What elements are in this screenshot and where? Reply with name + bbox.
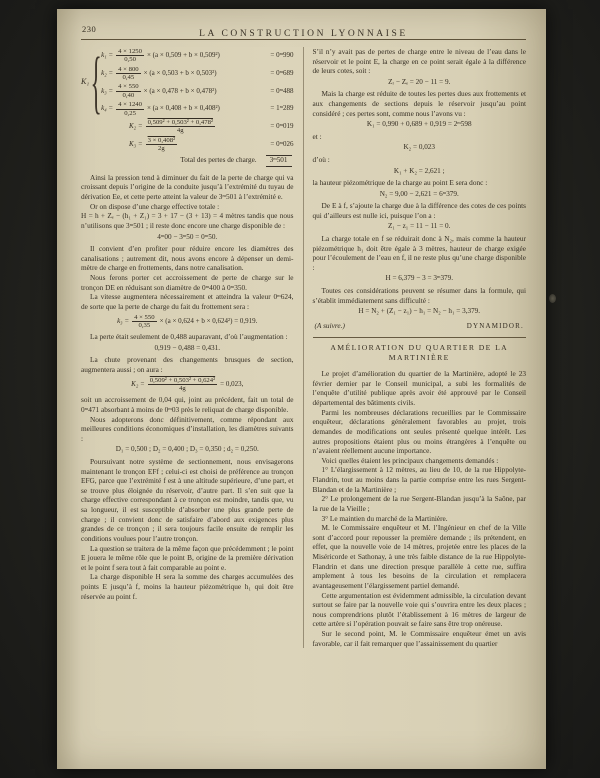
formula-diameters: D₁ = 0,500 ; D₂ = 0,400 ; D₃ = 0,350 ; d₂ = 0,250. xyxy=(115,445,259,454)
paragraph: Toutes ces considérations peuvent se résumer dans la formule, qui s’établit immédiatement sans difficulté : xyxy=(312,285,526,305)
paragraph: La charge totale en f se réduirait donc à N₂, mais comme la hauteur piézométrique h₁ doit être égale à 3 mètres, hauteur de charge exigée pour l’écoulement de l’eau en f, il ne reste plus qu’une charge disponible : xyxy=(312,233,526,272)
signature-row xyxy=(315,321,525,331)
paragraph: Nous ferons porter cet accroissement de perte de charge sur le tronçon DE en réduisant son diamètre de 0ᵐ400 à 0ᵐ350. xyxy=(81,272,294,292)
paragraph: M. le Commissaire enquêteur et M. l’Ingénieur en chef de la Ville sont d’accord pour repousser la première demande ; ils prétendent, en effet, que la nouvelle voie de 14 mètres, projetée entre les places de la Miséricorde et Sathonay, à une très faible distance de la rue Hippolyte-Flandrin et dans une direction presque parallèle à cette rue, suffira amplement à tous les besoins de la circulation et remplacera avantageusement l’élargissement partiel demandé. xyxy=(312,523,526,590)
formula-centered: Zᵣ − Zₑ = 20 − 11 = 9. xyxy=(388,77,451,86)
formula-k3-new xyxy=(81,314,294,330)
paragraph: La question se traitera de la même façon que précédemment ; le point E jouera le même rôle que le point B, origine de la première dérivation et le point f sera tout à fait comparable au point e. xyxy=(81,543,294,572)
equation-row-K2 xyxy=(129,119,294,135)
left-column xyxy=(81,43,304,648)
fraction: $\frac{4 \times 1250}{0,50}$ xyxy=(118,48,142,64)
eq-lhs: k₃ = xyxy=(101,86,114,95)
eq-result: = 0ᵐ019 xyxy=(270,122,294,131)
fraction: $\frac{4 \times 550}{0,35}$ xyxy=(134,313,155,330)
paragraph: Or on dispose d’une charge effective totale : xyxy=(90,201,220,211)
paragraph: Le projet d’amélioration du quartier de la Martinière, adopté le 23 février dernier par le Conseil municipal, a subi les formalités de l’enquête d’utilité publique après avoir été approuvé par le Conseil départemental des bâtiments civils. xyxy=(312,369,526,408)
eq-body: × (a × 0,503 + b × 0,503²) xyxy=(143,68,217,77)
equation-row-k4 xyxy=(101,101,293,117)
eq-lhs: k₄ = xyxy=(101,104,114,113)
formula-K2-new xyxy=(81,377,294,393)
eq-lhs: K₂ = xyxy=(129,122,143,131)
paragraph: Il convient d’en profiter pour réduire encore les diamètres des canalisations ; autrement dit, nous avons encore à dépenser un demi-mètre de charge en frottements, dans notre canalisation. xyxy=(81,244,294,273)
formula-centered: K₁ = 0,990 + 0,689 + 0,919 = 2ᵐ598 xyxy=(366,120,472,129)
equation-row-K3 xyxy=(129,137,294,153)
journal-page xyxy=(57,9,546,769)
fraction: $\frac{\text{0,509² + 0,503² + 0,624²}}{4g}$ xyxy=(149,377,216,393)
article-separator-rule xyxy=(313,337,527,338)
paragraph: soit un accroissement de 0,04 qui, joint au précédent, fait un total de 0ᵐ471 absorbant à moins de 0ᵐ03 près le reliquat de charge disponible. xyxy=(81,395,294,414)
eq-lhs: k₃ = xyxy=(117,317,130,326)
fraction: $\frac{4 \times 1240}{0,25}$ xyxy=(118,101,142,117)
fraction: $\frac{\text{0,509² + 0,503² + 0,478²}}{4g}$ xyxy=(147,118,213,135)
paragraph-with-formula: H = h + Zₑ − (h₁ + Z₁) = 3 + 17 − (3 + 13) = 4 mètres tandis que nous n’utilisons que 3ᵐ501 ; il reste donc encore une charge disponible de : xyxy=(81,211,294,230)
paragraph: Poursuivant notre système de sectionnement, nous envisagerons maintenant le tronçon EFf ; celui-ci est choisi de préférence au tronçon EFG, parce que l’extrémité f est à une altitude supérieure, d’une part, et se trouve plus éloignée du réservoir, d’autre part. Il s’en suit que la charge effective correspondant à ce tronçon est moindre, tandis que, vu sa longueur, il est susceptible d’absorber une plus grande perte de charge ; il convient donc de satisfaire d’abord aux exigences plus grandes de ce tronçon ; il sera toujours facile ensuite de remplir les conditions voulues pour l’autre tronçon. xyxy=(81,456,294,543)
equation-row-k1 xyxy=(101,48,293,64)
author-signature: DYNAMIDOR. xyxy=(466,321,524,330)
eq-result: = 0,023, xyxy=(220,380,244,389)
eq-result: = 0ᵐ026 xyxy=(270,139,294,148)
fraction: $\frac{\text{3 × 0,408²}}{2g}$ xyxy=(147,136,176,152)
list-item: 3° Le maintien du marché de la Martinière. xyxy=(321,513,448,523)
eq-lhs: k₁ = xyxy=(101,51,114,60)
scan-artifact xyxy=(549,294,556,303)
right-column xyxy=(304,47,527,648)
formula-centered: K₂ = 0,023 xyxy=(403,143,435,152)
paragraph: Parmi les nombreuses déclarations recueillies par le Commissaire enquêteur, déclarations généralement favorables au projet, trois demandes de modifications ont seules présenté quelque intérêt. Les autres propositions étaient plus ou moins étrangères à l’enquête ou n’avaient réellement aucune importance. xyxy=(312,407,526,456)
article-heading: AMÉLIORATION DU QUARTIER DE LA MARTINIÈRE xyxy=(330,342,509,363)
page-header xyxy=(81,23,526,39)
header-rule xyxy=(81,39,526,40)
fraction: $\frac{4 \times 550}{0,40}$ xyxy=(118,83,139,99)
two-column-layout xyxy=(81,43,526,648)
brace-icon: { xyxy=(90,43,102,122)
equation-system-K1 xyxy=(81,43,294,122)
eq-result: = 0ᵐ689 xyxy=(270,68,294,77)
formula-centered: Z₁ − z₁ = 11 − 11 = 0. xyxy=(388,222,451,231)
eq-body: × (a × 0,478 + b × 0,478²) xyxy=(143,86,217,95)
eq-body: × (a × 0,509 + b × 0,509²) xyxy=(146,51,220,60)
eq-lhs: K₂ = xyxy=(131,380,145,389)
to-be-continued: (A suivre.) xyxy=(314,320,345,330)
paragraph: la hauteur piézométrique de la charge au point E sera donc : xyxy=(312,178,488,187)
formula-centered: 4ᵐ00 − 3ᵐ50 = 0ᵐ50. xyxy=(157,232,218,241)
total-value: 3ᵐ501 xyxy=(266,155,292,167)
paragraph: Cette argumentation est évidemment admissible, la circulation devant surtout se faire par la nouvelle voie qui s’ouvrira entre les deux places ; nous comprendrions plutôt l’établissement à 16 mètres de largeur de cette artère si l’opération pouvait se faire sans être trop onéreuse. xyxy=(312,590,526,629)
paragraph: Nous adopterons donc définitivement, comme répondant aux meilleures conditions économiques d’installation, les diamètres suivants : xyxy=(81,414,294,443)
list-item: 1° L’élargissement à 12 mètres, au lieu de 10, de la rue Hippolyte-Flandrin, tout au moins dans la partie comprise entre les rues Sergent-Blandan et de la Martinière ; xyxy=(312,465,526,494)
paragraph: La chute provenant des changements brusques de section, augmentera aussi ; on aura : xyxy=(81,355,294,374)
paragraph: S’il n’y avait pas de pertes de charge entre le niveau de l’eau dans le réservoir et le point E, la charge en ce point serait égale à la différence de leurs cotes, soit : xyxy=(312,47,526,76)
paragraph: Sur le second point, M. le Commissaire enquêteur émet un avis favorable, car il fait remarquer que l’assainissement du quartier xyxy=(312,629,526,648)
formula-centered: N₂ = 9,00 − 2,621 = 6ᵐ379. xyxy=(379,189,459,198)
connector-text: d’où : xyxy=(312,154,330,164)
paragraph: La perte était seulement de 0,488 auparavant, d’où l’augmentation : xyxy=(90,332,288,342)
eq-body: × (a × 0,408 + b × 0,408²) xyxy=(146,104,220,113)
eq-lhs: k₂ = xyxy=(101,68,114,77)
paragraph: Voici quelles étaient les principaux changements demandés : xyxy=(321,455,499,465)
paragraph: La vitesse augmentera nécessairement et atteindra la valeur 0ᵐ624, de sorte que la perte de charge du fait du frottement sera : xyxy=(81,292,294,311)
equation-rows xyxy=(101,48,293,117)
eq-body: × (a × 0,624 + b × 0,624²) = 0,919. xyxy=(159,317,258,326)
total-losses-row xyxy=(81,155,292,167)
eq-result: = 0ᵐ990 xyxy=(270,51,294,60)
paragraph: De E à f, s’ajoute la charge due à la différence des cotes de ces points qui d’ailleurs est nulle ici, puisque l’on a : xyxy=(312,201,526,220)
eq-lhs: K₃ = xyxy=(129,139,143,148)
fraction: $\frac{4 \times 800}{0,45}$ xyxy=(118,65,139,82)
formula-centered: H = N₂ + (Z₁ − z₁) − h₁ = N₂ − h₁ = 3,379. xyxy=(358,307,481,316)
journal-title: LA CONSTRUCTION LYONNAISE xyxy=(199,29,408,39)
eq-result: = 1ᵐ289 xyxy=(270,104,294,113)
paragraph: Mais la charge est réduite de toutes les pertes dues aux frottements et aux changements de sections depuis le réservoir jusqu’au point considéré ; ces pertes sont, comme nous l’avons vu : xyxy=(312,89,526,118)
system-label: K₁ xyxy=(81,77,90,87)
connector-text: et : xyxy=(312,131,322,141)
eq-result: = 0ᵐ488 xyxy=(270,86,294,95)
page-number: 230 xyxy=(82,24,97,34)
paragraph: La charge disponible H sera la somme des charges accumulées des points E jusqu’à f, moins la hauteur piézométrique h₁ qui doit être réservée au point f. xyxy=(81,572,294,601)
paragraph: Ainsi la pression tend à diminuer du fait de la perte de charge qui va croissant depuis l’origine de la conduite jusqu’à l’extrémité du tuyau de dérivation Ee, et cette perte atteint la valeur de 3ᵐ501 à l’extrémité e. xyxy=(81,172,294,202)
list-item: 2° Le prolongement de la rue Sergent-Blandan jusqu’à la Saône, par la rue de la Vieille ; xyxy=(312,494,526,513)
formula-centered: 0,919 − 0,488 = 0,431. xyxy=(154,343,221,352)
total-label: Total des pertes de charge. xyxy=(180,156,257,165)
equation-row-k3 xyxy=(101,83,293,99)
formula-centered: K₁ + K₂ = 2,621 ; xyxy=(393,166,445,175)
equation-row-k2 xyxy=(101,66,293,82)
formula-centered: H = 6,379 − 3 = 3ᵐ379. xyxy=(385,274,454,283)
